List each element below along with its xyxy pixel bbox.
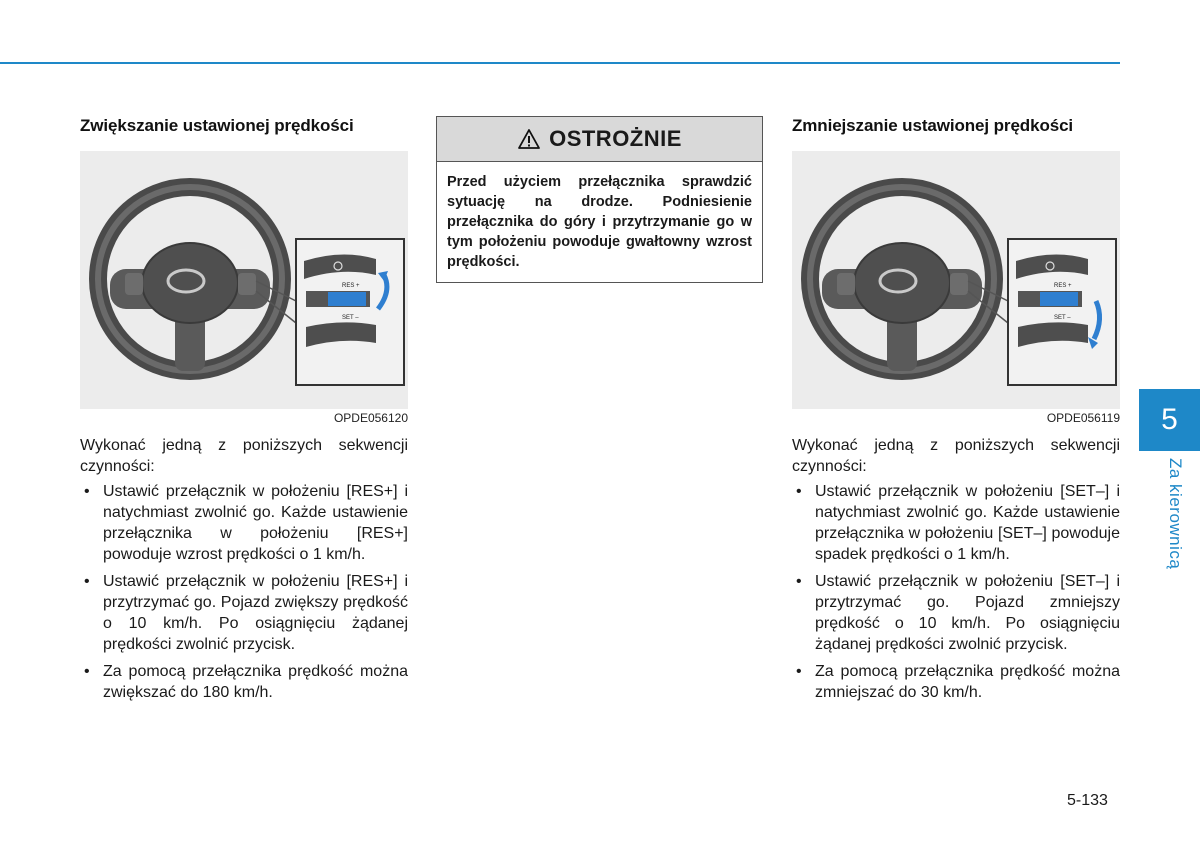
steering-wheel-illustration — [792, 151, 1120, 409]
section-increase-speed — [80, 116, 408, 709]
list-item: • Za pomocą przełącznika prędkość można zmniejszać do 30 km/h. — [796, 663, 1120, 701]
switch-label-res: RES + — [342, 283, 360, 289]
bullet-dot-icon: • — [84, 573, 90, 590]
caution-header — [437, 117, 762, 162]
list-item: • Ustawić przełącznik w położeniu [RES+] i natychmiast zwolnić go. Każde ustawienie przełącznika w położeniu [RES+] powoduje wzrost prędkości o 1 km/h. — [84, 483, 408, 563]
chapter-tab: 5 — [1139, 389, 1200, 451]
bullet-list — [792, 481, 1120, 703]
switch-highlight — [1040, 292, 1078, 306]
list-item: • Ustawić przełącznik w położeniu [RES+] i przytrzymać go. Pojazd zwiększy prędkość o 10 km/h. Po osiągnięciu żądanej prędkości zwolnić przycisk. — [84, 573, 408, 653]
list-item: • Za pomocą przełącznika prędkość można zwiększać do 180 km/h. — [84, 663, 408, 701]
steering-wheel-figure — [80, 151, 408, 409]
list-item: • Ustawić przełącznik w położeniu [SET–] i natychmiast zwolnić go. Każde ustawienie przełącznika w położeniu [SET–] powoduje spadek prędkości o 1 km/h. — [796, 483, 1120, 563]
bullet-list — [80, 481, 408, 703]
chapter-title: Za kierownicą — [1166, 458, 1185, 570]
bullet-dot-icon: • — [84, 663, 90, 680]
section-heading: Zwiększanie ustawionej prędkości — [80, 116, 354, 135]
page-number: 5-133 — [1067, 792, 1108, 809]
switch-label-res: RES + — [1054, 283, 1072, 289]
caution-text: Przed użyciem przełącznika sprawdzić sytuację na drodze. Podniesienie przełącznika do góry i przytrzymanie go w tym położeniu powoduje gwałtowny wzrost prędkości. — [447, 174, 752, 270]
figure-code: OPDE056120 — [333, 411, 408, 425]
list-item: • Ustawić przełącznik w położeniu [SET–] i przytrzymać go. Pojazd zmniejszy prędkość o 10 km/h. Po osiągnięciu żądanej prędkości zwolnić przycisk. — [796, 573, 1120, 653]
steering-wheel-illustration — [80, 151, 408, 409]
section-decrease-speed — [792, 116, 1120, 709]
caution-box-column — [436, 116, 764, 283]
caution-box — [436, 116, 763, 283]
caution-title: OSTROŻNIE — [549, 126, 682, 151]
bullet-dot-icon: • — [84, 483, 90, 500]
intro-text: Wykonać jedną z poniższych sekwencji czynności: — [80, 437, 408, 475]
switch-label-set: SET – — [1054, 315, 1071, 321]
bullet-dot-icon: • — [796, 573, 802, 590]
bullet-dot-icon: • — [796, 663, 802, 680]
figure-code: OPDE056119 — [1046, 411, 1120, 425]
steering-wheel-figure — [792, 151, 1120, 409]
switch-highlight — [328, 292, 366, 306]
intro-text: Wykonać jedną z poniższych sekwencji czynności: — [792, 437, 1120, 475]
bullet-dot-icon: • — [796, 483, 802, 500]
top-rule — [0, 62, 1120, 64]
warning-triangle-icon — [517, 128, 541, 150]
section-heading: Zmniejszanie ustawionej prędkości — [792, 116, 1074, 135]
switch-label-set: SET – — [342, 315, 359, 321]
